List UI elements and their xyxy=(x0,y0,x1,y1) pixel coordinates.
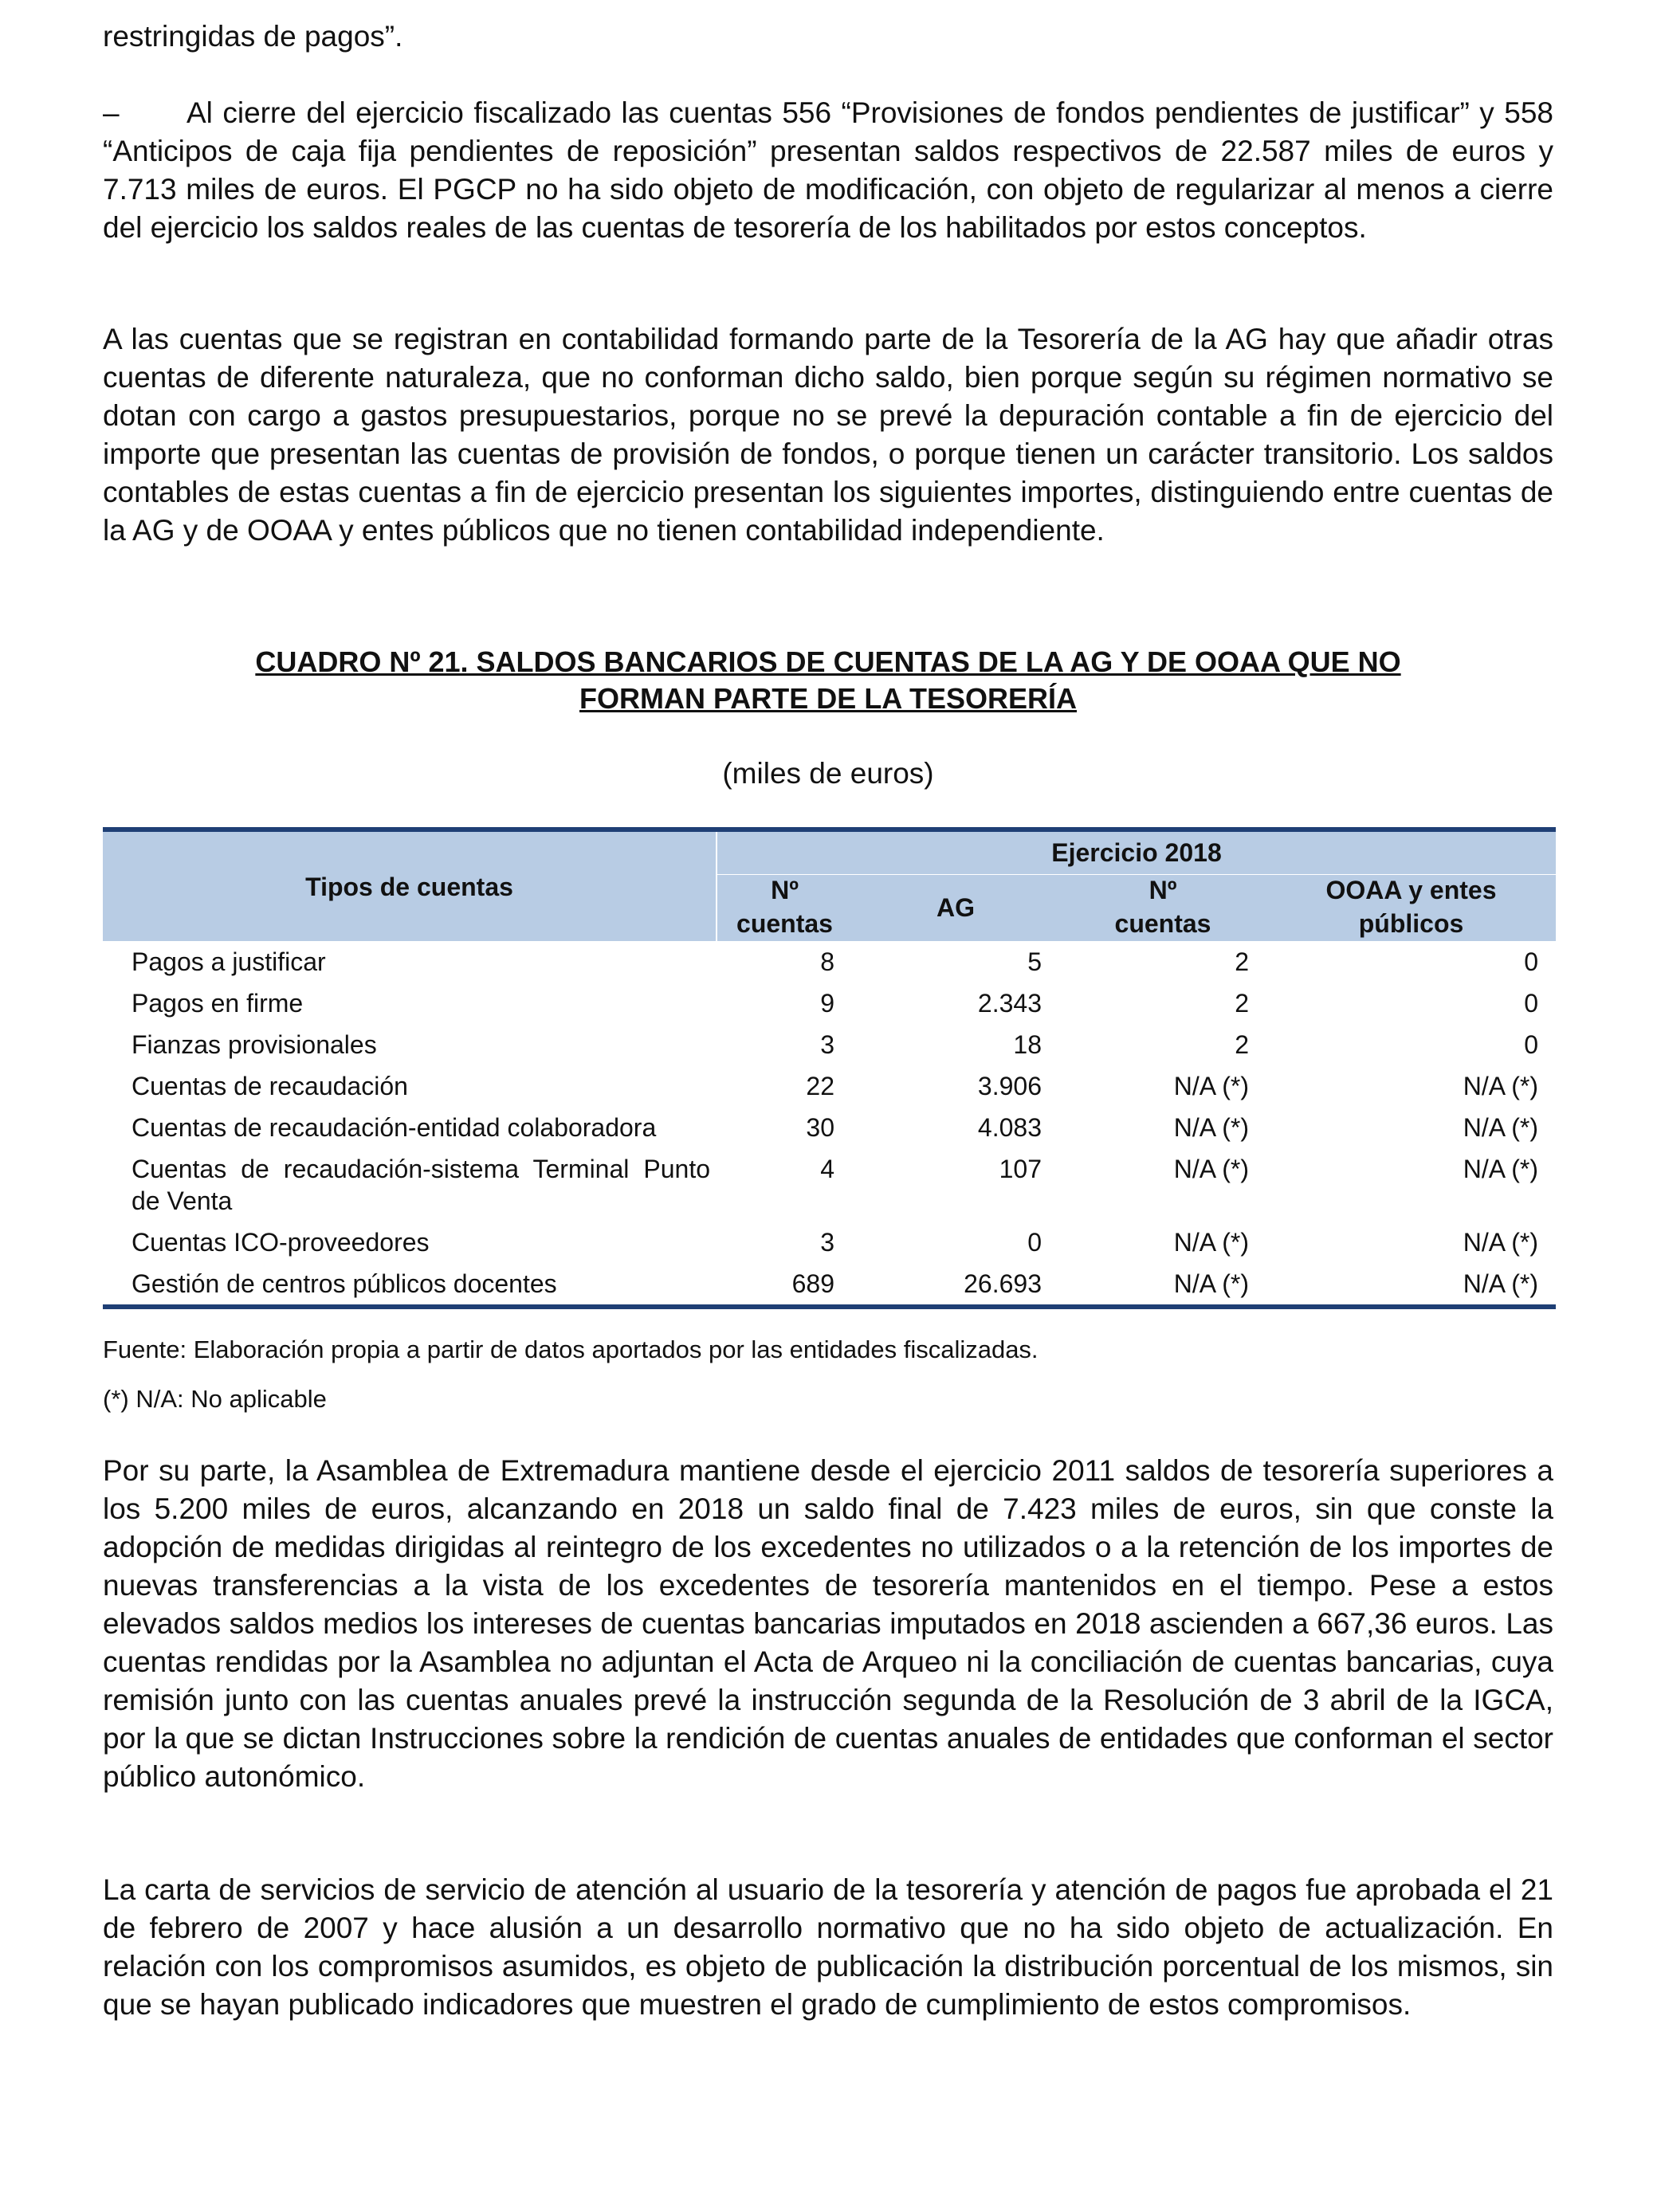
table-row xyxy=(103,1222,1556,1263)
header-num-ag-2: cuentas xyxy=(717,906,852,941)
cell-num-accounts-ag: 9 xyxy=(820,989,834,1018)
cell-balance-ag: 2.343 xyxy=(977,989,1042,1018)
table-title-line2: FORMAN PARTE DE LA TESORERÍA xyxy=(579,682,1077,715)
cell-account-type: Cuentas ICO-proveedores xyxy=(132,1228,430,1257)
cell-balance-ag: 5 xyxy=(1027,947,1042,976)
table-row xyxy=(103,1107,1556,1148)
cell-balance-ag: 0 xyxy=(1027,1228,1042,1257)
cell-balance-ooaa: N/A (*) xyxy=(1266,1263,1556,1307)
cell-account-type: Cuentas de recaudación-sistema Terminal Punto de Venta xyxy=(132,1155,710,1215)
table-source: Fuente: Elaboración propia a partir de datos aportados por las entidades fiscalizadas. xyxy=(103,1335,1039,1363)
cell-num-accounts-ooaa: N/A (*) xyxy=(1173,1155,1249,1183)
bullet-text: Al cierre del ejercicio fiscalizado las cuentas 556 “Provisiones de fondos pendientes de justificar” y 558 “Anticipos de caja fija pendientes de reposición” presentan saldos respectivos de 22.587 miles de euros y 7.713 miles de euros. El PGCP no ha sido objeto de modificación, con objeto de regularizar al menos a cierre del ejercicio los saldos reales de las cuentas de tesorería de los habilitados por estos conceptos. xyxy=(103,96,1553,244)
header-ag: AG xyxy=(852,874,1059,941)
cell-num-accounts-ooaa: N/A (*) xyxy=(1173,1113,1249,1142)
cell-balance-ooaa: 0 xyxy=(1524,947,1538,976)
cell-num-accounts-ag: 8 xyxy=(820,947,834,976)
header-ooaa-1: OOAA y entes xyxy=(1266,874,1556,906)
cell-account-type: Gestión de centros públicos docentes xyxy=(103,1263,717,1307)
cell-num-accounts-ag: 30 xyxy=(806,1113,834,1142)
cell-account-type: Cuentas de recaudación-entidad colaboradora xyxy=(132,1113,657,1142)
bullet-paragraph xyxy=(103,94,1553,247)
cell-num-accounts-ag: 4 xyxy=(820,1155,834,1183)
header-num-ag-1: Nº xyxy=(717,874,852,906)
paragraph-asamblea: Por su parte, la Asamblea de Extremadura mantiene desde el ejercicio 2011 saldos de tesorería superiores a los 5.200 miles de euros, alcanzando en 2018 un saldo final de 7.423 miles de euros, sin que conste la adopción de medidas dirigidas al reintegro de los excedentes no utilizados o a la retención de los importes de nuevas transferencias a la vista de los excedentes de tesorería mantenidos en el tiempo. Pese a estos elevados saldos medios los intereses de cuentas bancarias imputados en 2018 ascienden a 667,36 euros. Las cuentas rendidas por la Asamblea no adjuntan el Acta de Arqueo ni la conciliación de cuentas bancarias, cuya remisión junto con las cuentas anuales prevé la instrucción segunda de la Resolución de 3 abril de la IGCA, por la que se dictan Instrucciones sobre la rendición de cuentas anuales de entidades que conforman el sector público autonómico. xyxy=(103,1454,1553,1793)
cell-balance-ag: 26.693 xyxy=(852,1263,1059,1307)
cell-num-accounts-ooaa: N/A (*) xyxy=(1059,1263,1266,1307)
cell-num-accounts-ooaa: N/A (*) xyxy=(1173,1072,1249,1100)
cell-num-accounts-ooaa: 2 xyxy=(1235,1030,1249,1059)
cell-num-accounts-ooaa: 2 xyxy=(1235,989,1249,1018)
cell-balance-ag: 107 xyxy=(999,1155,1042,1183)
cell-balance-ooaa: N/A (*) xyxy=(1463,1072,1538,1100)
bullet-item xyxy=(103,94,1553,247)
cell-balance-ag: 4.083 xyxy=(977,1113,1042,1142)
balances-table-wrapper xyxy=(103,827,1556,1309)
cell-balance-ooaa: N/A (*) xyxy=(1463,1113,1538,1142)
cell-balance-ooaa: N/A (*) xyxy=(1463,1155,1538,1183)
header-num-ooaa-1: Nº xyxy=(1059,874,1266,906)
table-row xyxy=(103,982,1556,1024)
bullet-marker: – xyxy=(103,96,120,129)
cell-account-type: Fianzas provisionales xyxy=(132,1030,377,1059)
cell-balance-ooaa: 0 xyxy=(1524,1030,1538,1059)
cell-balance-ooaa: N/A (*) xyxy=(1463,1228,1538,1257)
cell-account-type: Pagos en firme xyxy=(132,989,304,1018)
table-footnote: (*) N/A: No aplicable xyxy=(103,1385,327,1413)
table-title xyxy=(103,644,1553,717)
cell-num-accounts-ooaa: N/A (*) xyxy=(1173,1228,1249,1257)
table-row xyxy=(103,1065,1556,1107)
cell-balance-ooaa: 0 xyxy=(1524,989,1538,1018)
table-unit: (miles de euros) xyxy=(722,757,934,790)
cell-account-type: Pagos a justificar xyxy=(132,947,326,976)
cell-num-accounts-ag: 689 xyxy=(717,1263,852,1307)
table-row xyxy=(103,1148,1556,1222)
header-period: Ejercicio 2018 xyxy=(717,830,1556,874)
table-title-line1: CUADRO Nº 21. SALDOS BANCARIOS DE CUENTAS DE LA AG Y DE OOAA QUE NO xyxy=(255,645,1401,678)
paragraph-accounts: A las cuentas que se registran en contabilidad formando parte de la Tesorería de la AG hay que añadir otras cuentas de diferente naturaleza, que no conforman dicho saldo, bien porque según su régimen normativo se dotan con cargo a gastos presupuestarios, porque no se prevé la depuración contable a fin de ejercicio del importe que presentan las cuentas de provisión de fondos, o porque tienen un carácter transitorio. Los saldos contables de estas cuentas a fin de ejercicio presentan los siguientes importes, distinguiendo entre cuentas de la AG y de OOAA y entes públicos que no tienen contabilidad independiente. xyxy=(103,323,1553,547)
table-row xyxy=(103,941,1556,982)
balances-table xyxy=(103,827,1556,1309)
intro-fragment: restringidas de pagos”. xyxy=(103,20,403,53)
cell-num-accounts-ooaa: 2 xyxy=(1235,947,1249,976)
header-num-ooaa-2: cuentas xyxy=(1059,906,1266,941)
cell-account-type: Cuentas de recaudación xyxy=(132,1072,408,1100)
paragraph-service-charter: La carta de servicios de servicio de atención al usuario de la tesorería y atención de pagos fue aprobada el 21 de febrero de 2007 y hace alusión a un desarrollo normativo que no ha sido objeto de actualización. En relación con los compromisos asumidos, es objeto de publicación la distribución porcentual de los mismos, sin que se hayan publicado indicadores que muestren el grado de cumplimiento de estos compromisos. xyxy=(103,1873,1553,2021)
cell-num-accounts-ag: 3 xyxy=(820,1030,834,1059)
cell-num-accounts-ag: 22 xyxy=(806,1072,834,1100)
cell-balance-ag: 3.906 xyxy=(977,1072,1042,1100)
cell-num-accounts-ag: 3 xyxy=(820,1228,834,1257)
header-ooaa-2: públicos xyxy=(1266,906,1556,941)
cell-balance-ag: 18 xyxy=(1013,1030,1042,1059)
header-account-types: Tipos de cuentas xyxy=(103,830,717,941)
table-row xyxy=(103,1263,1556,1307)
table-row xyxy=(103,1024,1556,1065)
